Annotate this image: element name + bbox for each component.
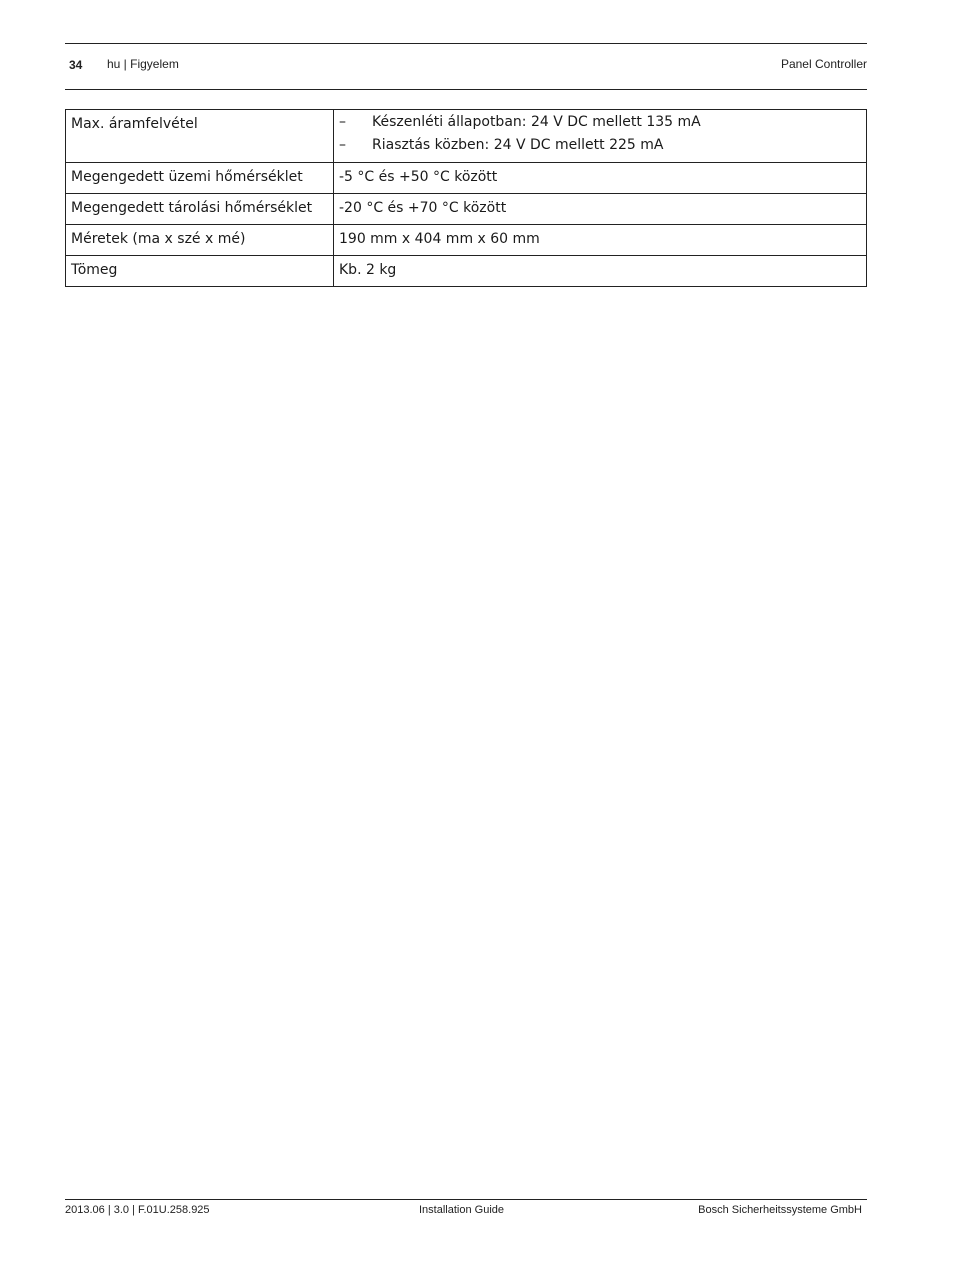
list-item <box>339 114 861 130</box>
table-row <box>66 194 867 225</box>
row-label: Max. áramfelvétel <box>66 110 334 163</box>
bullet-dash: – <box>339 114 346 130</box>
specifications-table <box>65 109 867 287</box>
page-number: 34 <box>69 58 83 72</box>
table-row <box>66 163 867 194</box>
header-top-rule <box>65 43 867 44</box>
row-label: Megengedett üzemi hőmérséklet <box>66 163 334 194</box>
footer-document-type: Installation Guide <box>419 1204 504 1216</box>
section-title: hu | Figyelem <box>107 57 179 71</box>
list-item-text: Riasztás közben: 24 V DC mellett 225 mA <box>372 137 664 153</box>
row-label: Tömeg <box>66 256 334 287</box>
row-value: -5 °C és +50 °C között <box>334 163 867 194</box>
row-value: 190 mm x 404 mm x 60 mm <box>334 225 867 256</box>
row-value <box>334 110 867 163</box>
table-row <box>66 256 867 287</box>
row-label: Méretek (ma x szé x mé) <box>66 225 334 256</box>
footer-publisher: Bosch Sicherheitssysteme GmbH <box>698 1204 862 1216</box>
row-label: Megengedett tárolási hőmérséklet <box>66 194 334 225</box>
row-value: Kb. 2 kg <box>334 256 867 287</box>
footer-rule <box>65 1199 867 1200</box>
table-row <box>66 225 867 256</box>
list-item <box>339 134 861 156</box>
list-item-text: Készenléti állapotban: 24 V DC mellett 135 mA <box>372 114 701 130</box>
product-name: Panel Controller <box>780 57 867 71</box>
footer-document-info: 2013.06 | 3.0 | F.01U.258.925 <box>65 1204 210 1216</box>
header-bottom-rule <box>65 89 867 90</box>
bullet-dash: – <box>339 137 346 153</box>
table-row <box>66 110 867 163</box>
row-value: -20 °C és +70 °C között <box>334 194 867 225</box>
